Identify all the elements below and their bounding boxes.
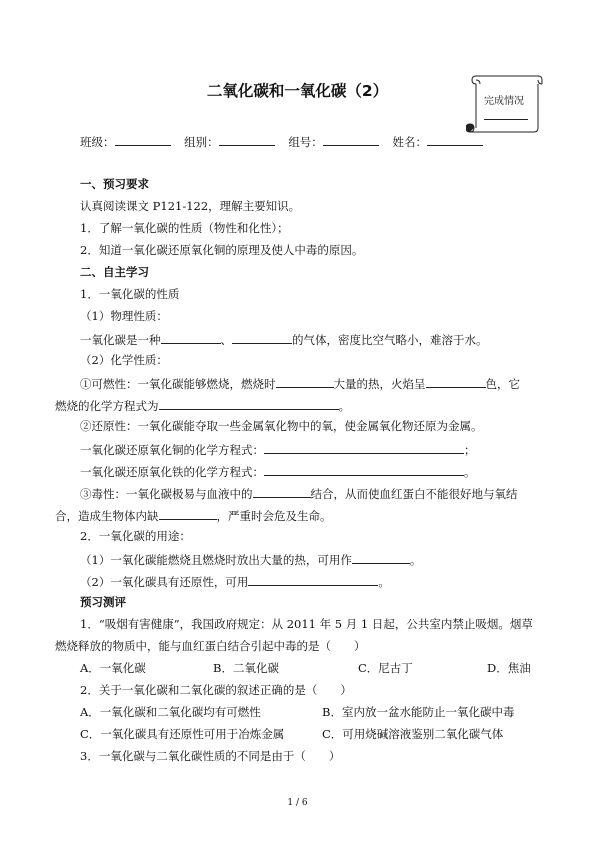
fill-blank[interactable] [232,333,292,344]
text-run: ③毒性：一氧化碳极易与血液中的 [80,487,253,501]
class-label: 班级： [80,135,115,149]
paragraph [80,465,476,479]
text-run: 一氧化碳还原氧化铜的化学方程式： [80,443,264,457]
fill-blank[interactable] [264,465,464,476]
paragraph: ②还原性：一氧化碳能夺取一些金属氧化物中的氧，使金属氧化物还原为金属。 [80,419,483,433]
question-text: 2．关于一氧化碳和二氧化碳的叙述正确的是（ ） [80,683,352,697]
groupno-blank[interactable] [323,135,379,146]
text-run: ①可燃性：一氧化碳能够燃烧，燃烧时 [80,377,276,391]
paragraph: 1．了解一氧化碳的性质（物性和化性）； [80,221,289,235]
student-info-line [80,134,483,150]
paragraph [55,509,332,523]
paragraph [80,553,421,567]
text-run: 的气体，密度比空气略小，难溶于水。 [292,333,488,347]
paragraph: 2．一氧化碳的用途： [80,529,191,543]
text-run: 。 [464,465,476,479]
fill-blank[interactable] [276,377,334,388]
fill-blank[interactable] [161,333,221,344]
option-a[interactable]: A．一氧化碳 [80,661,146,675]
section-heading: 一、预习要求 [80,177,149,191]
paragraph: 认真阅读课文 P121-122，理解主要知识。 [80,199,301,213]
completion-scroll-badge [466,70,546,136]
group-blank[interactable] [219,135,275,146]
fill-blank[interactable] [253,487,311,498]
option-d[interactable]: D．焦油 [487,661,531,675]
text-run: ； [464,443,476,457]
paragraph: 2．知道一氧化碳还原氧化铜的原理及使人中毒的原因。 [80,243,364,257]
class-blank[interactable] [115,135,171,146]
text-run: 燃烧的化学方程式为 [55,399,159,413]
fill-blank[interactable] [352,553,410,564]
paragraph [80,333,488,347]
text-run: 合，造成生物体内缺 [55,509,159,523]
option-a[interactable]: A．一氧化碳和二氧化碳均有可燃性 [80,705,261,719]
page-number: 1 / 6 [287,798,308,808]
paragraph: 1．一氧化碳的性质 [80,287,180,301]
fill-blank[interactable] [264,443,464,454]
option-c[interactable]: C．尼古丁 [358,661,413,675]
text-run: 大量的热，火焰呈 [333,377,426,391]
paragraph: （1）物理性质： [80,309,168,323]
fill-blank[interactable] [159,509,217,520]
paragraph [80,443,476,457]
completion-blank[interactable] [484,119,528,120]
paragraph [80,377,520,391]
section-heading: 预习测评 [80,595,126,609]
fill-blank[interactable] [159,399,339,410]
name-label: 姓名： [392,135,427,149]
fill-blank[interactable] [426,377,486,388]
text-run: 。 [378,575,390,589]
text-run: （1）一氧化碳能燃烧且燃烧时放出大量的热，可用作 [80,553,352,567]
option-c[interactable]: C．一氧化碳具有还原性可用于冶炼金属 [80,727,285,741]
question-text: 1．“吸烟有害健康”，我国政府规定：从 2011 年 5 月 1 日起，公共室内禁止吸烟。烟草 [80,617,533,631]
group-label: 组别： [184,135,219,149]
question-text: 燃烧释放的物质中，能与血红蛋白结合引起中毒的是（ ） [55,639,366,653]
text-run: （2）一氧化碳具有还原性，可用 [80,575,249,589]
page-title: 二氧化碳和一氧化碳（2） [206,82,389,100]
name-blank[interactable] [427,135,483,146]
paragraph: （2）化学性质： [80,353,168,367]
option-b[interactable]: B．二氧化碳 [213,661,279,675]
text-run: 结合，从而使血红蛋白不能很好地与氧结 [310,487,518,501]
paragraph [55,399,350,413]
option-b[interactable]: B．室内放一盆水能防止一氧化碳中毒 [322,705,515,719]
text-run: ，严重时会危及生命。 [216,509,332,523]
text-run: 、 [220,333,232,347]
section-heading: 二、自主学习 [80,265,149,279]
option-d[interactable]: C．可用烧碱溶液鉴别二氧化碳气体 [322,727,504,741]
fill-blank[interactable] [248,575,378,586]
groupno-label: 组号： [288,135,323,149]
text-run: 一氧化碳还原氧化铁的化学方程式： [80,465,264,479]
paragraph [80,487,518,501]
text-run: 色，它 [485,377,520,391]
completion-label: 完成情况 [484,96,524,107]
question-text: 3．一氧化碳与二氧化碳性质的不同是由于（ ） [80,749,341,763]
text-run: 。 [338,399,350,413]
text-run: 一氧化碳是一种 [80,333,161,347]
paragraph [80,575,390,589]
text-run: 。 [409,553,422,567]
